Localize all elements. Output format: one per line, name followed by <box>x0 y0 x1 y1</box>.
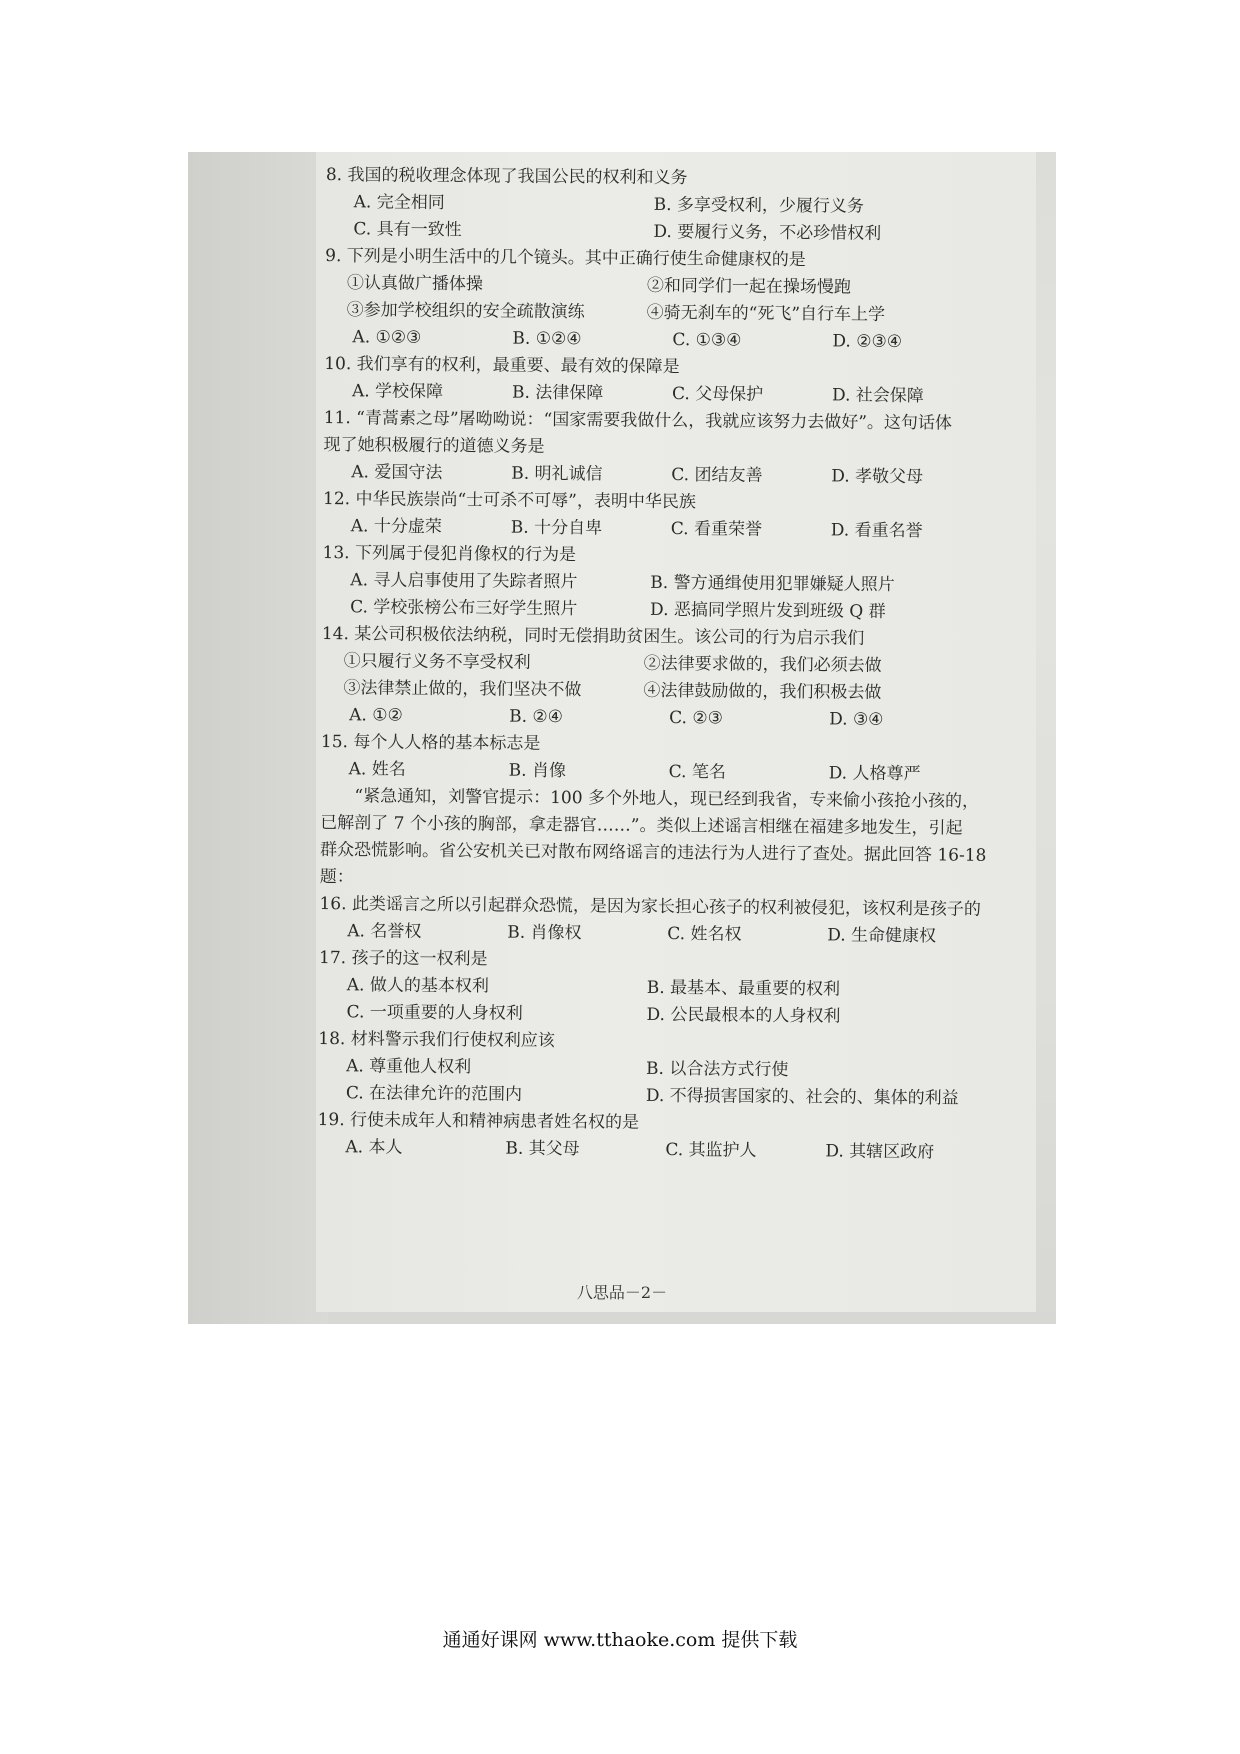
option: B. ②④ <box>509 706 564 728</box>
question-stem: 14. 某公司积极依法纳税，同时无偿捐助贫困生。该公司的行为启示我们 <box>321 623 865 649</box>
question-stem: 8. 我国的税收理念体现了我国公民的权利和义务 <box>325 164 688 189</box>
statement: ②和同学们一起在操场慢跑 <box>646 275 852 298</box>
option: C. ②③ <box>669 708 723 729</box>
question-stem: 17. 孩子的这一权利是 <box>318 947 488 970</box>
option: D. 人格尊严 <box>828 763 921 785</box>
option: B. ①②④ <box>512 328 582 350</box>
option: A. 尊重他人权利 <box>346 1056 472 1078</box>
option: C. ①③④ <box>672 330 742 351</box>
statement: ④骑无刹车的“死飞”自行车上学 <box>646 302 886 325</box>
option: D. 不得损害国家的、社会的、集体的利益 <box>645 1085 959 1109</box>
option: C. 一项重要的人身权利 <box>346 1002 523 1024</box>
option: D. 公民最根本的人身权利 <box>646 1004 841 1027</box>
option: A. 学校保障 <box>351 381 444 403</box>
option: A. ①②③ <box>352 327 422 348</box>
option: A. 爱国守法 <box>351 462 443 484</box>
option: B. 多享受权利，少履行义务 <box>653 194 865 217</box>
option: D. ②③④ <box>832 331 903 353</box>
option: C. 看重荣誉 <box>670 519 763 540</box>
statement: ②法律要求做的，我们必须去做 <box>643 653 882 676</box>
option: C. 学校张榜公布三好学生照片 <box>350 597 578 620</box>
option: A. 名誉权 <box>347 921 422 942</box>
question-stem: 10. 我们享有的权利，最重要、最有效的保障是 <box>324 353 680 378</box>
option: B. 最基本、最重要的权利 <box>646 977 841 1000</box>
question-stem: 16. 此类谣言之所以引起群众恐慌，是因为家长担心孩子的权利被侵犯，该权利是孩子的 <box>319 893 982 920</box>
material-paragraph-line: 已解剖了 7 个小孩的胸部，拿走器官……”。类似上述谣言相继在福建多地发生，引起 <box>320 812 963 839</box>
exam-text-block <box>317 162 1026 1167</box>
option: C. 父母保护 <box>671 384 764 405</box>
option: D. 要履行义务，不必珍惜权利 <box>653 221 882 244</box>
question-stem: 11. “青蒿素之母”屠呦呦说：“国家需要我做什么，我就应该努力去做好”。这句话体 <box>323 407 953 434</box>
question-stem: 12. 中华民族崇尚“士可杀不可辱”，表明中华民族 <box>322 488 696 513</box>
exam-photo <box>188 152 1056 1324</box>
option: C. 团结友善 <box>671 465 763 486</box>
option: D. 恶搞同学照片发到班级 Q 群 <box>650 599 886 622</box>
option: B. 法律保障 <box>511 382 604 404</box>
material-paragraph-line: “紧急通知，刘警官提示：100 多个外地人，现已经到我省，专来偷小孩抢小孩的， <box>354 786 980 812</box>
question-stem: 18. 材料警示我们行使权利应该 <box>318 1028 555 1052</box>
question-stem-continued: 现了她积极履行的道德义务是 <box>323 434 545 457</box>
material-paragraph-line: 题： <box>319 866 354 888</box>
option: A. 寻人启事使用了失踪者照片 <box>350 570 578 593</box>
option: A. 姓名 <box>348 759 406 780</box>
statement: ③法律禁止做的，我们坚决不做 <box>343 678 582 701</box>
download-footer: 通通好课网 www.tthaoke.com 提供下载 <box>442 1629 798 1651</box>
option: A. ①② <box>349 705 403 726</box>
option: A. 做人的基本权利 <box>346 975 489 997</box>
option: B. 其父母 <box>505 1138 580 1160</box>
option: C. 笔名 <box>668 762 726 783</box>
option: C. 其监护人 <box>665 1139 757 1161</box>
option: B. 肖像 <box>508 760 567 782</box>
question-stem: 13. 下列属于侵犯肖像权的行为是 <box>322 542 577 566</box>
statement: ③参加学校组织的安全疏散演练 <box>346 300 585 323</box>
option: B. 警方通缉使用犯罪嫌疑人照片 <box>650 572 895 595</box>
photo-background-shadow <box>188 152 328 1324</box>
option: C. 具有一致性 <box>353 219 462 241</box>
question-stem: 15. 每个人人格的基本标志是 <box>320 731 541 754</box>
statement: ①只履行义务不享受权利 <box>343 651 531 673</box>
material-paragraph-line: 群众恐慌影响。省公安机关已对散布网络谣言的违法行为人进行了查处。据此回答 16-18 <box>319 839 987 866</box>
option: B. 以合法方式行使 <box>646 1058 789 1081</box>
statement: ①认真做广播体操 <box>346 273 484 295</box>
option: A. 完全相同 <box>353 192 445 214</box>
option: C. 姓名权 <box>667 924 742 945</box>
question-stem: 19. 行使未成年人和精神病患者姓名权的是 <box>317 1109 640 1133</box>
option: D. 看重名誉 <box>830 520 923 542</box>
statement: ④法律鼓励做的，我们积极去做 <box>643 680 882 703</box>
option: D. 孝敬父母 <box>831 466 924 488</box>
option: D. 其辖区政府 <box>825 1141 935 1163</box>
option: B. 明礼诚信 <box>511 463 603 485</box>
option: D. 社会保障 <box>831 385 924 407</box>
option: C. 在法律允许的范围内 <box>345 1083 523 1105</box>
option: D. 生命健康权 <box>827 925 937 947</box>
option: D. ③④ <box>829 709 884 730</box>
option: B. 肖像权 <box>507 922 582 944</box>
option: B. 十分自卑 <box>510 517 603 539</box>
page-number: 八思品－2－ <box>576 1283 668 1302</box>
option: A. 十分虚荣 <box>350 516 442 538</box>
question-stem: 9. 下列是小明生活中的几个镜头。其中正确行使生命健康权的是 <box>325 245 806 271</box>
option: A. 本人 <box>345 1137 403 1158</box>
